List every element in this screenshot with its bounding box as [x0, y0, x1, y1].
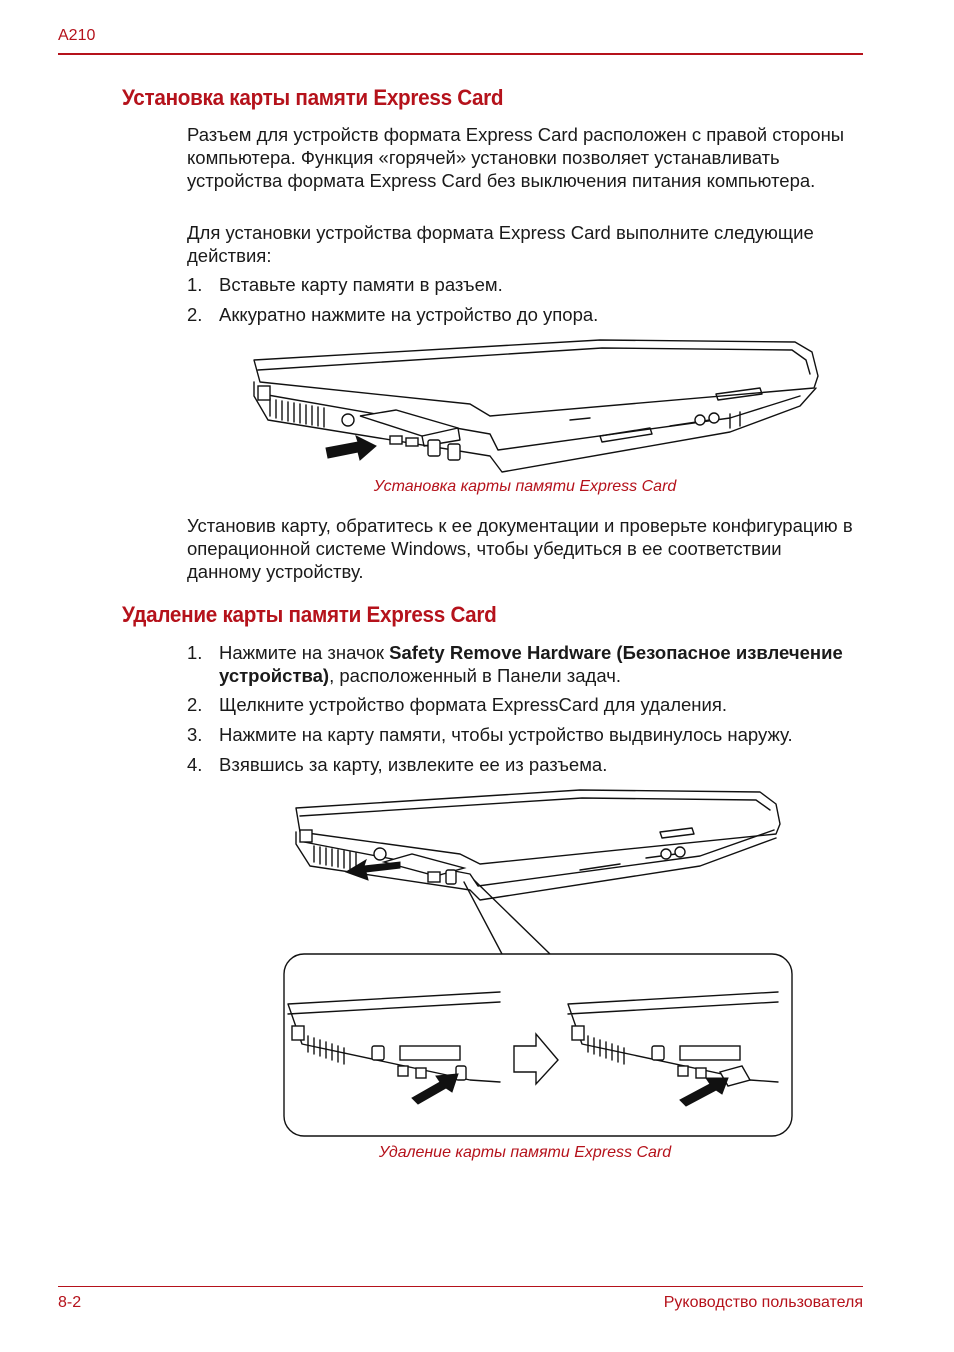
kensington-slot-icon	[342, 414, 354, 426]
footer-rule	[58, 1286, 863, 1287]
safety-remove-hardware-label: Safety Remove Hardware (Безопасное извлечение устройства)	[219, 642, 843, 686]
express-card	[360, 410, 458, 436]
step-text: Взявшись за карту, извлеките ее из разъема.	[219, 754, 608, 775]
step-number: 1.	[187, 274, 203, 295]
laptop-lid	[254, 340, 818, 416]
install-figure	[240, 336, 840, 478]
step-number: 4.	[187, 754, 203, 775]
step-text-after: , расположенный в Панели задач.	[329, 665, 621, 686]
remove-step-1	[187, 641, 857, 687]
section1-para1: Разъем для устройств формата Express Card расположен с правой стороны компьютера. Функция «горячей» установки позволяет устанавливать устройства формата Express Card без выключения питания компьютера.	[187, 124, 845, 191]
footer-page-number: 8-2	[58, 1294, 82, 1311]
remove-figure-caption: Удаление карты памяти Express Card	[378, 1144, 672, 1161]
vent-grille	[270, 398, 324, 427]
step-number: 3.	[187, 724, 203, 745]
remove-step-3	[187, 723, 857, 746]
remove-figure	[280, 782, 796, 1140]
section1-para3: Установив карту, обратитесь к ее документации и проверьте конфигурацию в операционной системе Windows, чтобы убедиться в ее соответствии данному устройству.	[187, 515, 853, 582]
step-text-before: Нажмите на значок	[219, 642, 390, 663]
step-text: Вставьте карту памяти в разъем.	[219, 274, 503, 295]
step-number: 1.	[187, 642, 203, 663]
header-rule	[58, 53, 863, 55]
port-icon	[300, 830, 312, 842]
section1-heading: Установка карты памяти Express Card	[122, 85, 504, 110]
header-model: A210	[58, 27, 96, 44]
remove-step-2	[187, 693, 857, 716]
install-step-2	[187, 303, 857, 326]
section2-heading: Удаление карты памяти Express Card	[122, 602, 497, 627]
step-number: 2.	[187, 694, 203, 715]
step-number: 2.	[187, 304, 203, 325]
port-icon	[258, 386, 270, 400]
remove-step-4	[187, 753, 857, 776]
step-text: Щелкните устройство формата ExpressCard для удаления.	[219, 694, 728, 715]
install-figure-caption: Установка карты памяти Express Card	[373, 478, 677, 495]
eject-arrow-icon	[346, 860, 400, 880]
step-text: Аккуратно нажмите на устройство до упора.	[219, 304, 599, 325]
vent-grille	[314, 846, 356, 870]
footer-title: Руководство пользователя	[663, 1294, 863, 1311]
step-text: Нажмите на карту памяти, чтобы устройство выдвинулось наружу.	[219, 724, 793, 745]
usb-port-icon	[428, 440, 440, 456]
insert-arrow-icon	[326, 436, 376, 460]
install-step-1	[187, 273, 857, 296]
section1-para2: Для установки устройства формата Express Card выполните следующие действия:	[187, 222, 814, 266]
step-text	[219, 641, 857, 687]
